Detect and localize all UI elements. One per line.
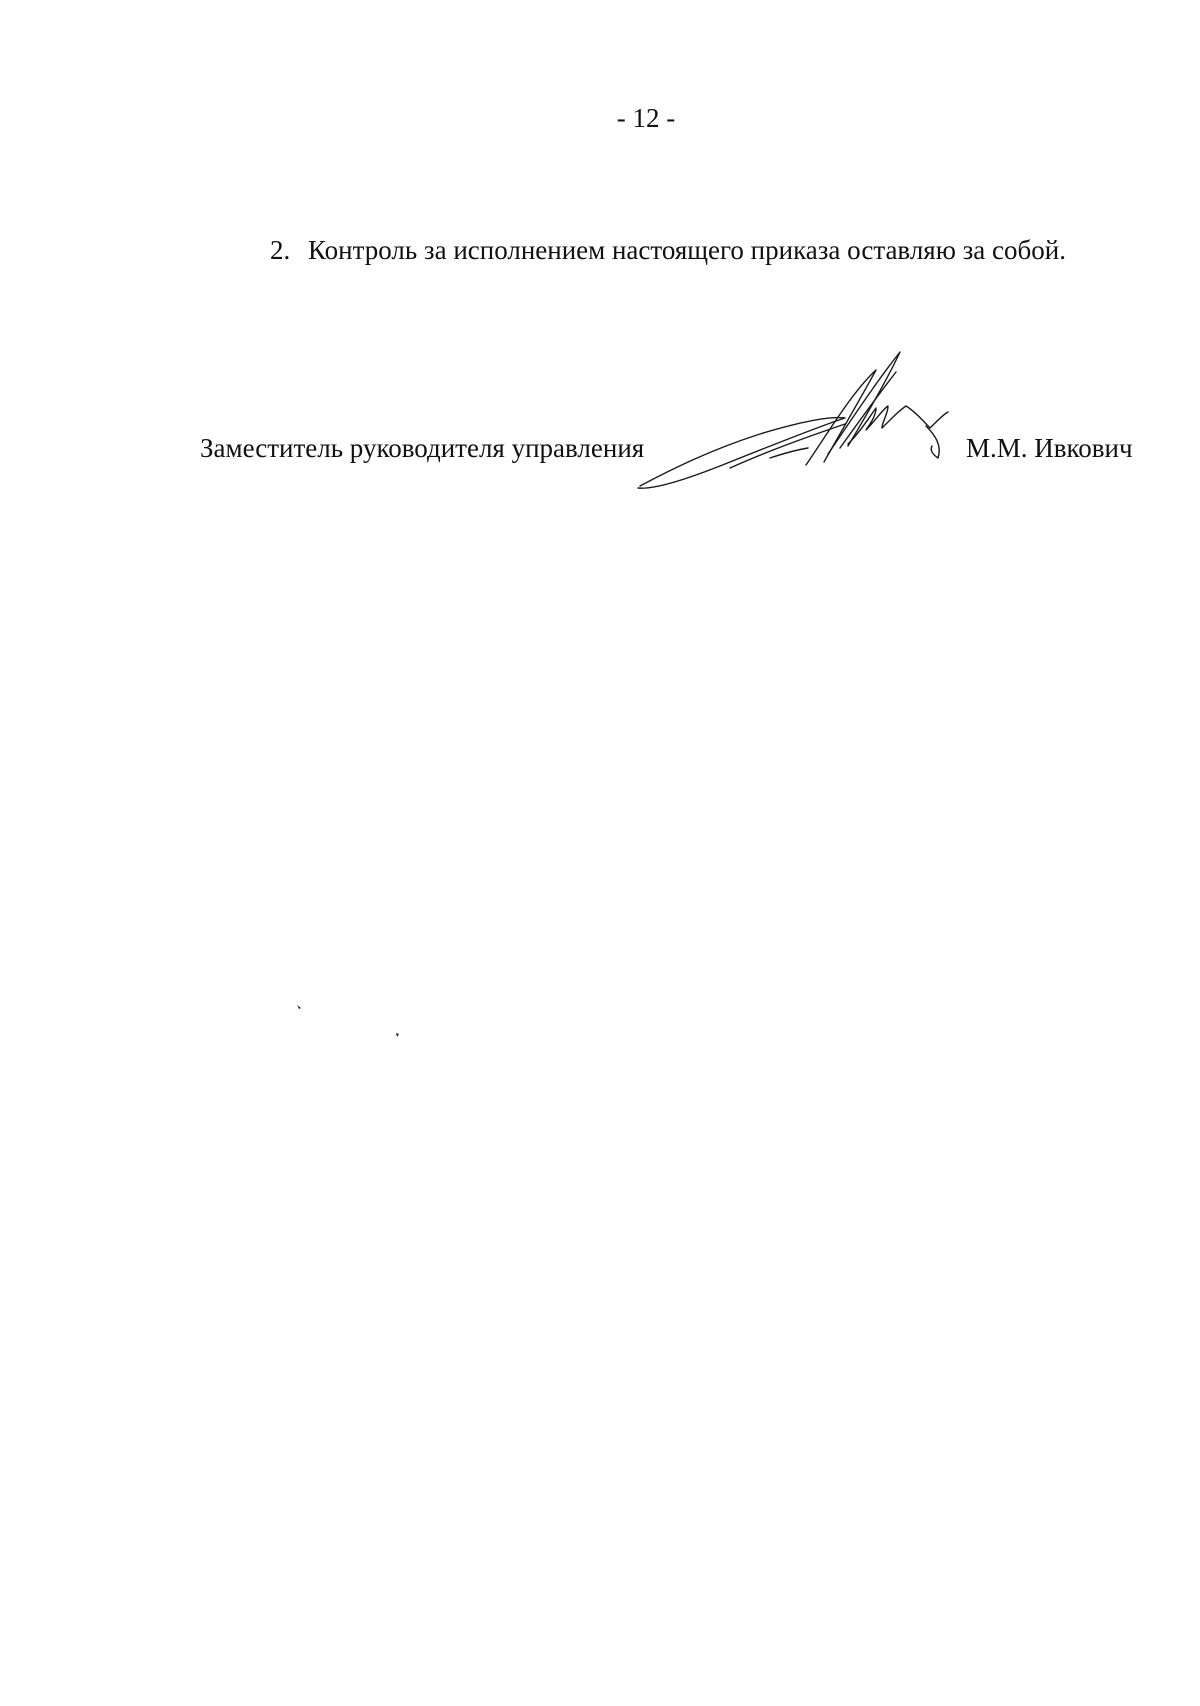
handwritten-signature [630, 350, 950, 500]
clause-number: 2. [270, 235, 291, 265]
scan-speck [296, 1004, 302, 1010]
page-number: - 12 - [616, 103, 676, 133]
clause-item [270, 234, 1066, 266]
clause-text: Контроль за исполнением настоящего приказа оставляю за собой. [308, 235, 1066, 265]
scan-speck [394, 1032, 400, 1038]
signatory-name: М.М. Ивкович [966, 433, 1133, 463]
signatory-position: Заместитель руководителя управления [200, 433, 645, 463]
